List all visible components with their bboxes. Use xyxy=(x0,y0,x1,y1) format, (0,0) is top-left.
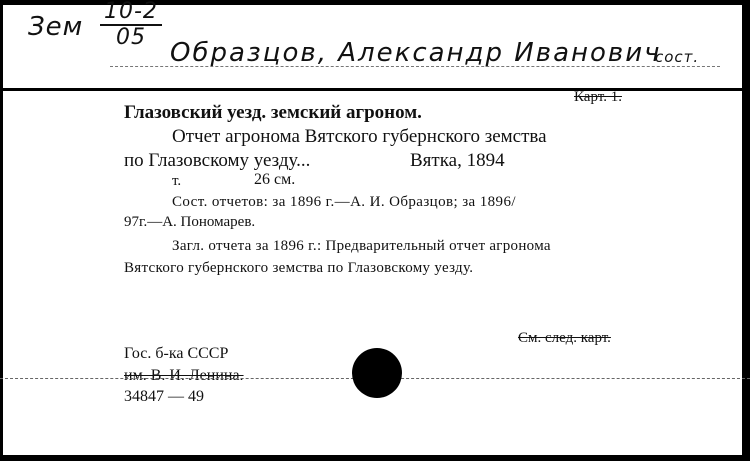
compilers-note-line1: Сост. отчетов: за 1896 г.—А. И. Образцов; за 1896/ xyxy=(172,194,516,210)
call-number-fraction xyxy=(100,0,162,50)
title-note-line1: Загл. отчета за 1896 г.: Предварительный отчет агронома xyxy=(172,238,551,254)
report-title-line2: по Глазовскому уезду... xyxy=(124,150,311,171)
header-rule xyxy=(0,88,750,91)
report-title-line1: Отчет агронома Вятского губернского земства xyxy=(172,126,547,147)
punch-hole xyxy=(352,348,402,398)
library-line2: им. В. И. Ленина. xyxy=(124,367,244,384)
call-number-prefix: Зем xyxy=(28,12,84,42)
heading-dotted-line xyxy=(110,66,720,67)
call-number-bottom: 05 xyxy=(115,25,146,50)
library-line1: Гос. б-ка СССР xyxy=(124,345,229,362)
volume: т. xyxy=(172,173,182,189)
place-year: Вятка, 1894 xyxy=(410,150,505,171)
card-border-right xyxy=(742,0,750,461)
subject-line: Глазовский уезд. земский агроном. xyxy=(124,102,422,123)
continued-note: См. след. карт. xyxy=(518,330,611,346)
author-heading: Образцов, Александр Иванович xyxy=(170,38,662,68)
library-line3: 34847 — 49 xyxy=(124,388,204,405)
card-number: Карт. 1. xyxy=(574,89,622,105)
card-border-left xyxy=(0,0,3,461)
card-border-bottom xyxy=(0,455,750,461)
author-role: сост. xyxy=(655,48,700,66)
call-number-top: 10-2 xyxy=(100,0,162,26)
title-note-line2: Вятского губернского земства по Глазовскому уезду. xyxy=(124,260,474,276)
compilers-note-line2: 97г.—А. Пономарев. xyxy=(124,214,256,230)
size: 26 см. xyxy=(254,171,296,188)
